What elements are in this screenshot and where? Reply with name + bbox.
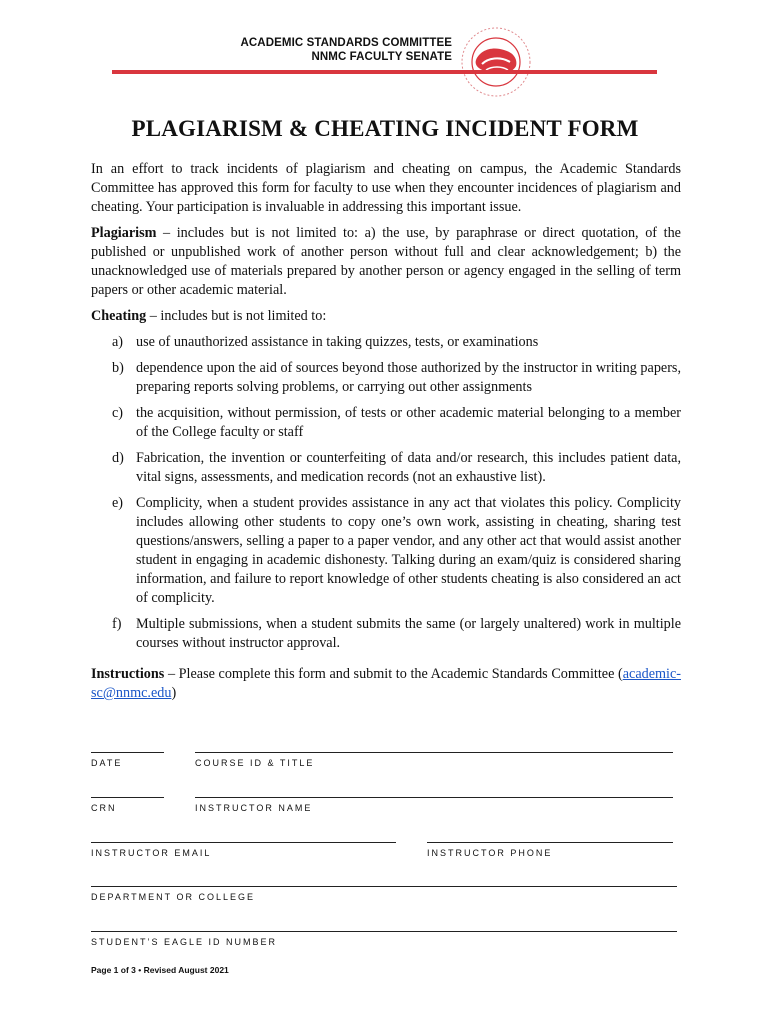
header-line-1: ACADEMIC STANDARDS COMMITTEE — [240, 37, 452, 49]
cheating-definition — [91, 307, 681, 326]
instructor-phone-field[interactable] — [427, 842, 673, 843]
plagiarism-text: – includes but is not limited to: a) the use, by paraphrase or direct quotation, of the published or unpublished work of another person without full and clear acknowledgement; b) the unacknowledged use of materials prepared by another person or agency engaged in the selling of term papers or other academic material. — [91, 225, 681, 298]
list-item — [91, 615, 681, 653]
list-item — [91, 449, 681, 487]
list-marker: b) — [112, 360, 124, 376]
list-item-text: dependence upon the aid of sources beyond those authorized by the instructor in writing papers, preparing reports solving problems, or carrying out other assignments — [136, 360, 681, 395]
list-marker: d) — [112, 450, 124, 466]
page-footer: Page 1 of 3 • Revised August 2021 — [91, 965, 229, 975]
instructor-name-label: INSTRUCTOR NAME — [195, 803, 313, 813]
list-item-text: use of unauthorized assistance in taking quizzes, tests, or examinations — [136, 334, 539, 350]
instructions-close: ) — [171, 685, 177, 701]
date-label: DATE — [91, 758, 123, 768]
instructions-term: Instructions — [91, 666, 165, 682]
cheating-text: – includes but is not limited to: — [146, 308, 327, 324]
intro-paragraph: In an effort to track incidents of plagiarism and cheating on campus, the Academic Standards Committee has approved this form for faculty to use when they encounter incidences of plagiarism and cheating. Your participation is invaluable in addressing this important issue. — [91, 161, 681, 215]
department-field[interactable] — [91, 886, 677, 887]
instructions-text: – Please complete this form and submit to the Academic Standards Committee ( — [164, 666, 623, 682]
page-title: PLAGIARISM & CHEATING INCIDENT FORM — [131, 116, 639, 141]
list-item-text: Multiple submissions, when a student submits the same (or largely unaltered) work in multiple courses without instructor approval. — [136, 616, 681, 651]
instructor-email-field[interactable] — [91, 842, 396, 843]
course-field[interactable] — [195, 752, 673, 753]
committee-header — [0, 36, 452, 64]
list-item — [91, 359, 681, 397]
list-item — [91, 404, 681, 442]
list-item-text: Complicity, when a student provides assistance in any act that violates this policy. Complicity includes allowing other students to copy one’s own work, assisting in cheating, sharing test questions/answers, selling a paper to a paper vendor, and any other act that would assist another student in engaging in academic dishonesty. Talking during an exam/quiz is considered sharing information, and failure to report knowledge of other students cheating is also considered an act of complicity. — [136, 495, 681, 606]
header-divider — [112, 70, 657, 74]
list-marker: c) — [112, 405, 124, 421]
plagiarism-definition — [91, 224, 681, 300]
crn-label: CRN — [91, 803, 117, 813]
list-marker: a) — [112, 334, 124, 350]
list-item-text: Fabrication, the invention or counterfeiting of data and/or research, this includes patient data, vital signs, assessments, and medication records (not an exhaustive list). — [136, 450, 681, 485]
instructor-email-label: INSTRUCTOR EMAIL — [91, 848, 212, 858]
date-field[interactable] — [91, 752, 164, 753]
list-marker: e) — [112, 495, 124, 511]
list-item — [91, 333, 681, 352]
instructions-paragraph — [91, 665, 681, 703]
header-line-2: NNMC FACULTY SENATE — [311, 51, 452, 63]
form-body — [91, 160, 681, 710]
plagiarism-term: Plagiarism — [91, 225, 157, 241]
instructor-name-field[interactable] — [195, 797, 673, 798]
nnmc-seal-logo — [452, 24, 536, 100]
list-item — [91, 494, 681, 608]
instructor-phone-label: INSTRUCTOR PHONE — [427, 848, 553, 858]
committee-email-link[interactable]: academic-sc@nnmc.edu — [91, 666, 681, 701]
course-label: COURSE ID & TITLE — [195, 758, 315, 768]
crn-field[interactable] — [91, 797, 164, 798]
cheating-term: Cheating — [91, 308, 147, 324]
eagle-id-field[interactable] — [91, 931, 677, 932]
cheating-list — [91, 333, 681, 653]
list-marker: f) — [112, 616, 122, 632]
department-label: DEPARTMENT OR COLLEGE — [91, 892, 256, 902]
eagle-id-label: STUDENT’S EAGLE ID NUMBER — [91, 937, 278, 947]
list-item-text: the acquisition, without permission, of tests or other academic material belonging to a member of the College faculty or staff — [136, 405, 681, 440]
